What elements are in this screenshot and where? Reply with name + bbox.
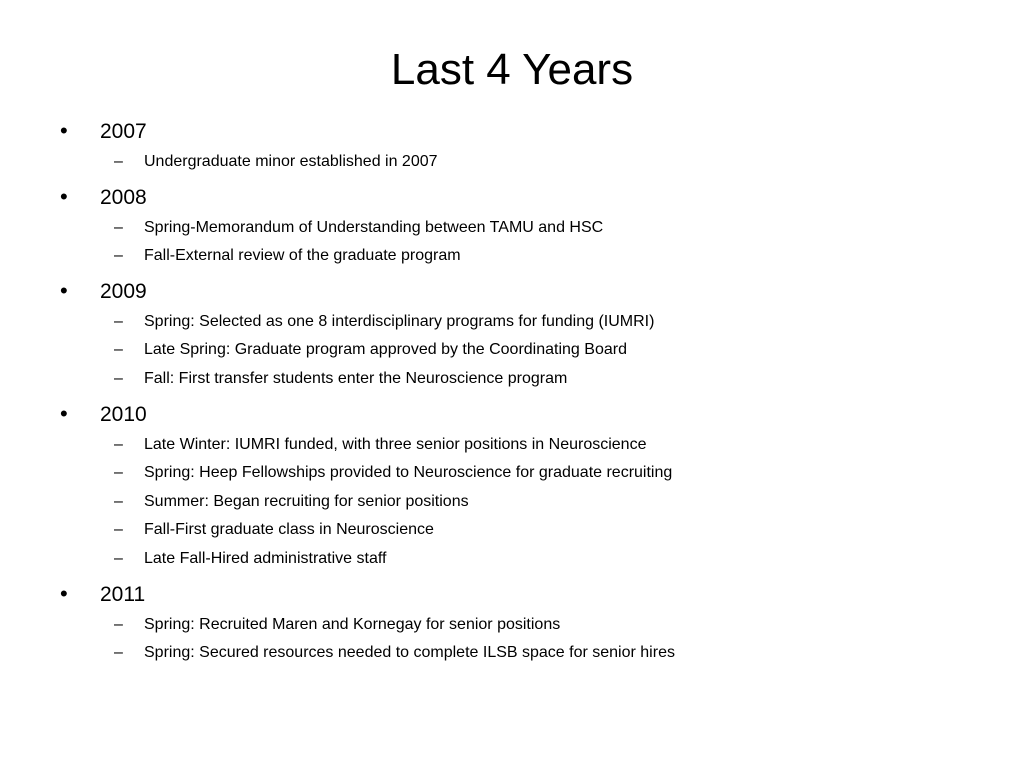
dash-icon: –	[114, 549, 123, 567]
dash-icon: –	[114, 435, 123, 453]
year-row	[56, 114, 976, 148]
year-row	[56, 180, 976, 214]
year-row	[56, 274, 976, 308]
dash-icon: –	[114, 615, 123, 633]
year-row	[56, 577, 976, 611]
sub-item-text: Late Winter: IUMRI funded, with three senior positions in Neuroscience	[144, 435, 647, 453]
dash-icon: –	[114, 312, 123, 330]
sub-item-text: Spring: Secured resources needed to complete ILSB space for senior hires	[144, 644, 675, 662]
year-item	[56, 577, 976, 668]
bullet-icon: •	[60, 277, 68, 303]
dash-icon: –	[114, 464, 123, 482]
dash-icon: –	[114, 153, 123, 170]
sub-item-text: Spring: Selected as one 8 interdisciplinary programs for funding (IUMRI)	[144, 312, 655, 330]
year-item	[56, 274, 976, 394]
sub-item	[56, 214, 976, 243]
year-label: 2010	[100, 402, 147, 426]
year-item	[56, 397, 976, 574]
sub-list	[56, 148, 976, 177]
bullet-icon: •	[60, 400, 68, 426]
sub-item-text: Fall-External review of the graduate program	[144, 247, 461, 265]
year-row	[56, 397, 976, 431]
sub-item	[56, 516, 976, 545]
sub-item	[56, 545, 976, 574]
sub-item	[56, 308, 976, 337]
sub-item	[56, 488, 976, 517]
dash-icon: –	[114, 644, 123, 662]
bullet-icon: •	[60, 118, 68, 143]
sub-item-text: Late Fall-Hired administrative staff	[144, 549, 387, 567]
year-label: 2009	[100, 279, 147, 303]
sub-item-text: Spring-Memorandum of Understanding between TAMU and HSC	[144, 218, 604, 236]
year-item	[56, 180, 976, 271]
sub-item-text: Late Spring: Graduate program approved by the Coordinating Board	[144, 341, 627, 359]
bullet-list	[56, 114, 976, 668]
year-label: 2008	[100, 185, 147, 209]
sub-item	[56, 242, 976, 271]
bullet-icon: •	[60, 183, 68, 209]
sub-item	[56, 431, 976, 460]
sub-item	[56, 336, 976, 365]
sub-item	[56, 639, 976, 668]
dash-icon: –	[114, 218, 123, 236]
sub-list	[56, 214, 976, 271]
sub-item	[56, 459, 976, 488]
dash-icon: –	[114, 521, 123, 539]
dash-icon: –	[114, 492, 123, 510]
sub-item	[56, 365, 976, 394]
sub-item-text: Fall-First graduate class in Neuroscience	[144, 521, 434, 539]
year-label: 2007	[100, 120, 147, 143]
bullet-icon: •	[60, 580, 68, 606]
dash-icon: –	[114, 341, 123, 359]
slide-title: Last 4 Years	[390, 45, 634, 94]
sub-list	[56, 431, 976, 574]
year-label: 2011	[100, 582, 146, 606]
sub-item-text: Summer: Began recruiting for senior positions	[144, 492, 469, 510]
sub-item-text: Spring: Recruited Maren and Kornegay for senior positions	[144, 615, 561, 633]
sub-item-text: Spring: Heep Fellowships provided to Neuroscience for graduate recruiting	[144, 464, 673, 482]
sub-list	[56, 308, 976, 394]
sub-item	[56, 148, 976, 177]
sub-list	[56, 611, 976, 668]
sub-item-text: Undergraduate minor established in 2007	[144, 153, 438, 170]
sub-item	[56, 611, 976, 640]
dash-icon: –	[114, 369, 123, 387]
dash-icon: –	[114, 247, 123, 265]
sub-item-text: Fall: First transfer students enter the Neuroscience program	[144, 369, 568, 387]
year-item	[56, 114, 976, 177]
